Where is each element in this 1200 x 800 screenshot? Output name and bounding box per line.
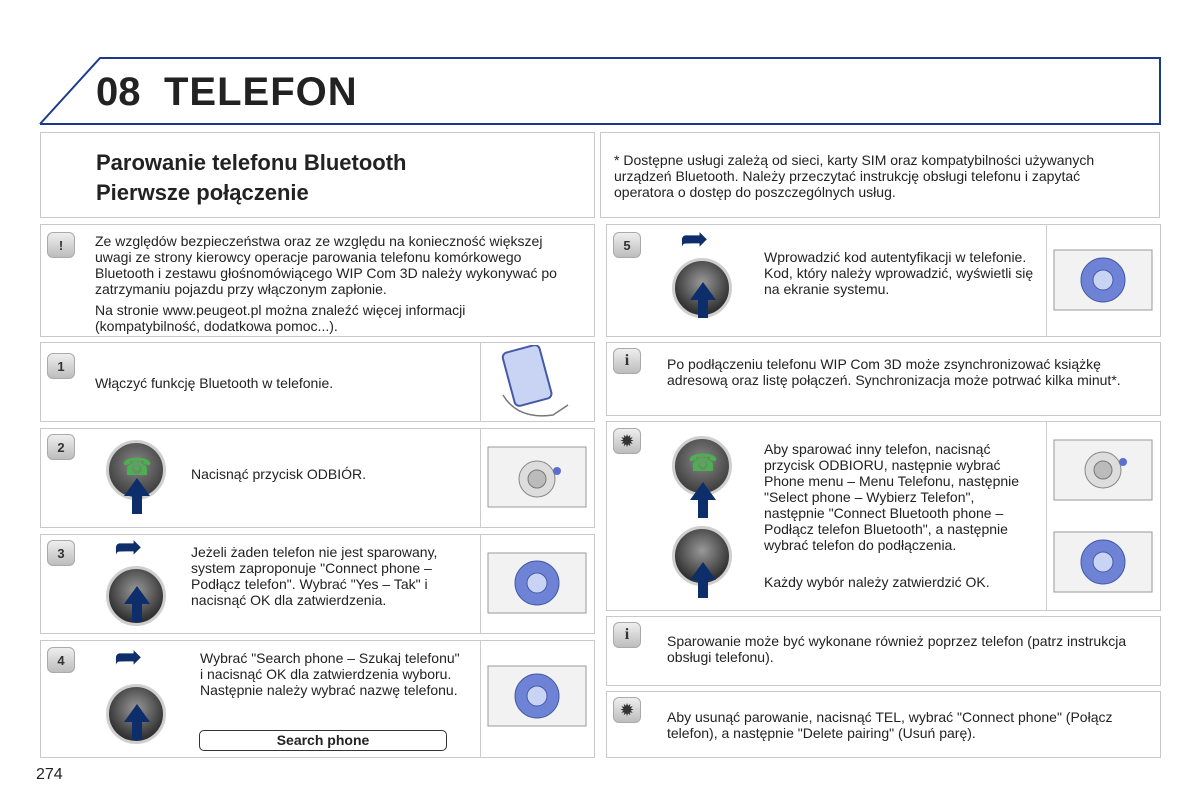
step-5-text: Wprowadzić kod autentyfikacji w telefonie. Kod, który należy wprowadzić, wyświetli się na ekranie systemu. [764, 249, 1034, 297]
tip-delete-pairing-text: Aby usunąć parowanie, nacisnąć TEL, wybrać "Connect phone" (Połącz telefon), a następnie "Delete pairing" (Usuń parę). [667, 709, 1113, 741]
step-1-text: Włączyć funkcję Bluetooth w telefonie. [95, 375, 334, 391]
step-4-badge: 4 [47, 647, 75, 673]
rotate-arrow-icon: ➦ [680, 220, 709, 258]
footnote-text: * Dostępne usługi zależą od sieci, karty SIM oraz kompatybilności używanych urządzeń Bluetooth. Należy przeczytać instrukcję obsługi telefonu i zapytać operatora o dostęp do poszczególnych usług. [614, 152, 1095, 200]
press-arrow-stem [698, 580, 708, 598]
tip-pair-confirm-text: Każdy wybór należy zatwierdzić OK. [764, 574, 990, 590]
rotate-arrow-icon: ➦ [114, 638, 143, 676]
step-5-badge: 5 [613, 232, 641, 258]
rotate-arrow-icon: ➦ [114, 528, 143, 566]
phone-handset-icon: ☎ [122, 454, 152, 481]
step-3-text: Jeżeli żaden telefon nie jest sparowany, system zaproponuje "Connect phone – Podłącz telefon". Wybrać "Yes – Tak" i nacisnąć OK dla zatwierdzenia. [191, 544, 438, 608]
step-2-text: Nacisnąć przycisk ODBIÓR. [191, 466, 367, 482]
search-phone-button[interactable]: Search phone [199, 730, 447, 751]
exclamation-icon: ! [47, 232, 75, 258]
press-arrow-icon [690, 282, 716, 300]
info-pair-via-phone-text: Sparowanie może być wykonane również poprzez telefon (patrz instrukcja obsługi telefonu). [667, 633, 1127, 665]
step-3-badge: 3 [47, 540, 75, 566]
radio-panel-image [1053, 522, 1153, 604]
sun-icon: ✹ [613, 697, 641, 723]
radio-panel-image [487, 543, 587, 625]
radio-panel-image [1053, 430, 1153, 512]
press-arrow-icon [690, 562, 716, 580]
press-arrow-stem [698, 300, 708, 318]
warning-link-text: Na stronie www.peugeot.pl można znaleźć więcej informacji (kompatybilność, dodatkowa pomoc...). [95, 302, 466, 334]
step-2-badge: 2 [47, 434, 75, 460]
press-arrow-stem [132, 722, 142, 740]
section-title [96, 148, 406, 208]
step-4-text: Wybrać "Search phone – Szukaj telefonu" i nacisnąć OK dla zatwierdzenia wyboru. Następnie należy wybrać nazwę telefonu. [200, 650, 460, 698]
info-sync-text: Po podłączeniu telefonu WIP Com 3D może zsynchronizować książkę adresową oraz listę połączeń. Synchronizacja może potrwać kilka minut*. [667, 356, 1121, 388]
tip-pair-text: Aby sparować inny telefon, nacisnąć przycisk ODBIORU, następnie wybrać Phone menu – Menu Telefonu, następnie "Select phone – Wybierz Telefon", następnie "Connect Bluetooth phone – Podłącz telefon Bluetooth", a następnie wybrać telefon do podłączenia. [764, 441, 1020, 553]
press-arrow-stem [132, 496, 142, 514]
press-arrow-stem [132, 604, 142, 622]
phone-in-hand-image [498, 345, 578, 419]
press-arrow-icon [124, 704, 150, 722]
radio-panel-image [487, 656, 587, 738]
info-icon: i [613, 348, 641, 374]
press-arrow-icon [124, 586, 150, 604]
page-number: 274 [36, 766, 63, 783]
press-arrow-icon [124, 478, 150, 496]
radio-panel-image [1053, 240, 1153, 322]
radio-panel-image [487, 437, 587, 519]
sun-icon: ✹ [613, 428, 641, 454]
press-arrow-stem [698, 500, 708, 518]
phone-handset-icon: ☎ [688, 450, 718, 477]
warning-text: Ze względów bezpieczeństwa oraz ze względu na konieczność większej uwagi ze strony kierowcy operacje parowania telefonu komórkowego Bluetooth i zestawu głośnomówiącego WIP Com 3D należy wykonywać po zatrzymaniu pojazdu przy włączonym zapłonie. [95, 233, 557, 297]
info-icon: i [613, 622, 641, 648]
chapter-number: 08 [96, 70, 141, 114]
chapter-title: TELEFON [164, 70, 358, 114]
step-1-badge: 1 [47, 353, 75, 379]
press-arrow-icon [690, 482, 716, 500]
section-title-line2: Pierwsze połączenie [96, 180, 309, 205]
section-title-line1: Parowanie telefonu Bluetooth [96, 150, 407, 175]
